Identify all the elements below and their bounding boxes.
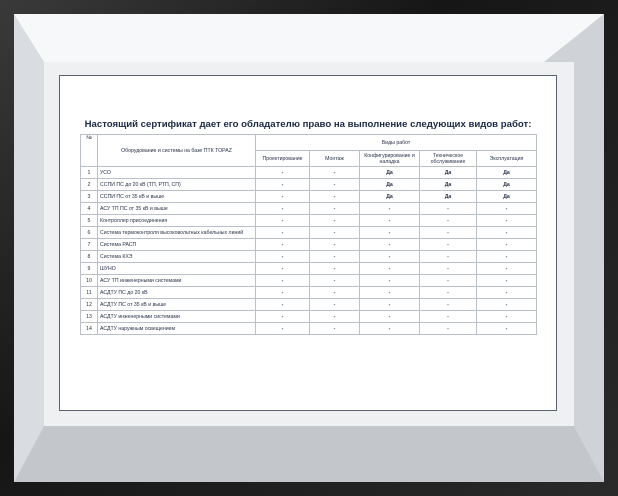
row-work-value: -	[420, 263, 477, 275]
row-work-value: -	[360, 227, 420, 239]
table-row	[81, 215, 537, 227]
row-equipment-name: АСУ ТП ПС от 35 кВ и выше	[98, 203, 256, 215]
work-types-table	[80, 134, 537, 335]
row-work-value: -	[477, 275, 537, 287]
column-header-design: Проектирование	[256, 151, 310, 167]
row-work-value: -	[420, 311, 477, 323]
row-equipment-name: УСО	[98, 167, 256, 179]
table-body	[81, 167, 537, 335]
row-work-value: -	[360, 239, 420, 251]
row-equipment-name: Система КХЭ	[98, 251, 256, 263]
table-header-row	[81, 135, 537, 151]
row-work-value: -	[477, 239, 537, 251]
column-group-work-types: Виды работ	[256, 135, 537, 151]
row-number: 11	[81, 287, 98, 299]
row-work-value: Да	[360, 167, 420, 179]
row-work-value: -	[420, 215, 477, 227]
row-work-value: -	[310, 299, 360, 311]
table-row	[81, 167, 537, 179]
row-work-value: -	[256, 227, 310, 239]
row-equipment-name: Система термоконтроля высоковольтных кабельных линий	[98, 227, 256, 239]
row-equipment-name: АСДТУ инженерными системами	[98, 311, 256, 323]
row-number: 8	[81, 251, 98, 263]
table-row	[81, 203, 537, 215]
row-work-value: -	[360, 323, 420, 335]
row-equipment-name: ССПИ ПС до 20 кВ (ТП, РТП, СП)	[98, 179, 256, 191]
row-work-value: -	[256, 179, 310, 191]
row-work-value: Да	[420, 179, 477, 191]
row-work-value: -	[420, 299, 477, 311]
row-work-value: -	[310, 215, 360, 227]
table-row	[81, 251, 537, 263]
row-number: 10	[81, 275, 98, 287]
row-number: 3	[81, 191, 98, 203]
table-row	[81, 191, 537, 203]
row-number: 9	[81, 263, 98, 275]
row-work-value: -	[477, 311, 537, 323]
column-header-installation: Монтаж	[310, 151, 360, 167]
row-work-value: Да	[420, 167, 477, 179]
row-number: 7	[81, 239, 98, 251]
row-work-value: Да	[360, 191, 420, 203]
row-work-value: -	[310, 191, 360, 203]
row-number: 4	[81, 203, 98, 215]
row-work-value: -	[310, 239, 360, 251]
row-work-value: -	[256, 239, 310, 251]
column-header-equipment: Оборудование и системы на базе ПТК TOPAZ	[98, 135, 256, 167]
row-number: 1	[81, 167, 98, 179]
row-work-value: -	[477, 227, 537, 239]
row-work-value: -	[310, 179, 360, 191]
row-work-value: -	[256, 263, 310, 275]
row-work-value: Да	[360, 179, 420, 191]
row-number: 14	[81, 323, 98, 335]
row-work-value: Да	[477, 167, 537, 179]
row-work-value: -	[360, 275, 420, 287]
row-work-value: -	[477, 287, 537, 299]
row-work-value: -	[256, 287, 310, 299]
table-row	[81, 275, 537, 287]
row-work-value: -	[477, 299, 537, 311]
row-work-value: -	[360, 311, 420, 323]
row-work-value: -	[310, 275, 360, 287]
row-work-value: -	[477, 323, 537, 335]
row-equipment-name: Контроллер присоединения	[98, 215, 256, 227]
row-work-value: -	[360, 215, 420, 227]
row-work-value: -	[310, 251, 360, 263]
row-work-value: -	[420, 323, 477, 335]
row-work-value: Да	[477, 191, 537, 203]
table-row	[81, 311, 537, 323]
table-row	[81, 239, 537, 251]
certificate-heading: Настоящий сертификат дает его обладателю право на выполнение следующих видов работ:	[84, 119, 532, 130]
row-work-value: -	[360, 203, 420, 215]
row-work-value: -	[360, 299, 420, 311]
row-work-value: -	[360, 287, 420, 299]
table-row	[81, 323, 537, 335]
column-header-configuration: Конфигурирование и наладка	[360, 151, 420, 167]
row-equipment-name: ШУНО	[98, 263, 256, 275]
row-work-value: -	[360, 251, 420, 263]
row-work-value: -	[420, 275, 477, 287]
table-row	[81, 287, 537, 299]
row-work-value: -	[477, 215, 537, 227]
row-work-value: -	[310, 227, 360, 239]
row-work-value: -	[310, 311, 360, 323]
row-work-value: -	[477, 263, 537, 275]
column-header-operation: Эксплуатация	[477, 151, 537, 167]
row-work-value: -	[256, 323, 310, 335]
row-work-value: -	[477, 203, 537, 215]
row-work-value: -	[256, 275, 310, 287]
column-header-maintenance: Техническое обслуживание	[420, 151, 477, 167]
row-number: 12	[81, 299, 98, 311]
row-work-value: -	[256, 215, 310, 227]
row-number: 6	[81, 227, 98, 239]
certificate-page	[59, 75, 557, 411]
row-work-value: -	[256, 299, 310, 311]
row-work-value: -	[310, 167, 360, 179]
row-work-value: -	[310, 287, 360, 299]
row-equipment-name: АСДТУ наружным освещением	[98, 323, 256, 335]
row-work-value: -	[420, 227, 477, 239]
row-work-value: -	[310, 203, 360, 215]
row-work-value: -	[256, 203, 310, 215]
row-work-value: -	[256, 167, 310, 179]
row-work-value: -	[420, 239, 477, 251]
row-work-value: Да	[477, 179, 537, 191]
row-work-value: -	[310, 263, 360, 275]
row-work-value: -	[256, 191, 310, 203]
row-equipment-name: ССПИ ПС от 35 кВ и выше	[98, 191, 256, 203]
row-work-value: -	[256, 251, 310, 263]
row-work-value: -	[310, 323, 360, 335]
row-work-value: -	[420, 251, 477, 263]
table-row	[81, 179, 537, 191]
row-work-value: -	[420, 287, 477, 299]
table-row	[81, 227, 537, 239]
column-header-number: №	[81, 135, 98, 167]
row-work-value: Да	[420, 191, 477, 203]
row-work-value: -	[477, 251, 537, 263]
row-number: 13	[81, 311, 98, 323]
table-row	[81, 299, 537, 311]
row-equipment-name: Система РАСП	[98, 239, 256, 251]
row-work-value: -	[420, 203, 477, 215]
row-work-value: -	[256, 311, 310, 323]
row-number: 2	[81, 179, 98, 191]
row-equipment-name: АСДТУ ПС до 20 кВ	[98, 287, 256, 299]
table-row	[81, 263, 537, 275]
row-number: 5	[81, 215, 98, 227]
row-equipment-name: АСУ ТП инженерными системами	[98, 275, 256, 287]
row-work-value: -	[360, 263, 420, 275]
row-equipment-name: АСДТУ ПС от 35 кВ и выше	[98, 299, 256, 311]
